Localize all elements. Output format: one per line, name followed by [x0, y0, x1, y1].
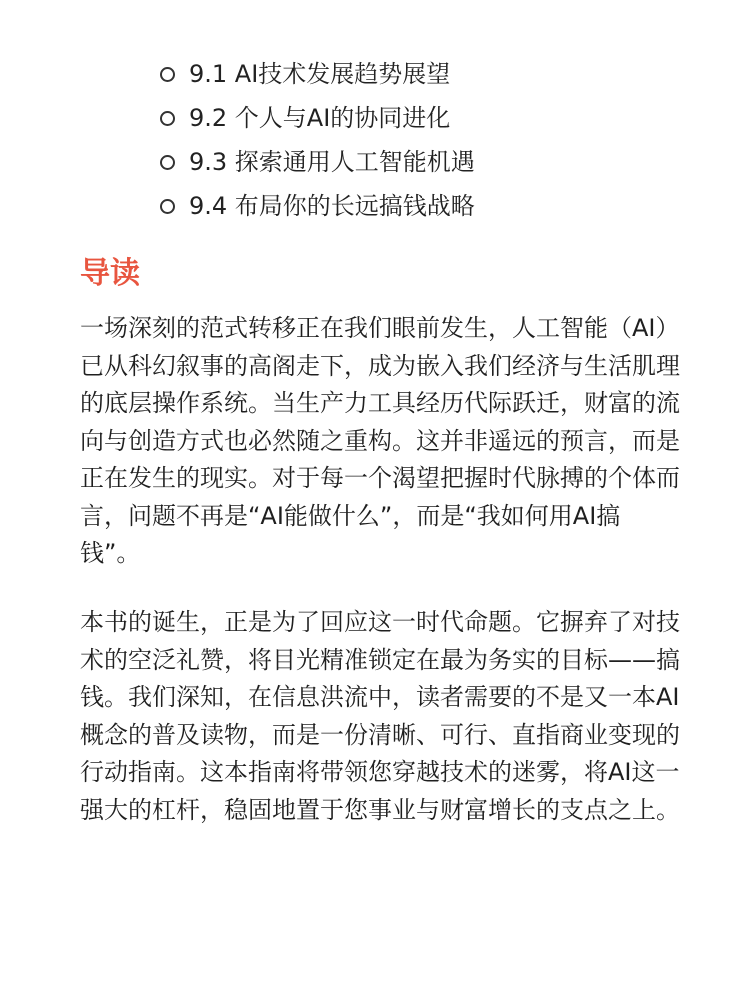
- toc-item-label: 9.4 布局你的长远搞钱战略: [189, 192, 475, 220]
- toc-item-9-2[interactable]: [160, 96, 475, 140]
- hollow-circle-bullet-icon: [160, 199, 175, 214]
- table-of-contents: [160, 52, 475, 228]
- section-heading: 导读: [80, 256, 140, 291]
- toc-item-label: 9.1 AI技术发展趋势展望: [189, 60, 451, 88]
- intro-paragraph-2: 本书的诞生，正是为了回应这一时代命题。它摒弃了对技术的空泛礼赞，将目光精准锁定在最为务实的目标——搞钱。我们深知，在信息洪流中，读者需要的不是又一本AI概念的普及读物，而是一份清晰、可行、直指商业变现的行动指南。这本指南将带领您穿越技术的迷雾，将AI这一强大的杠杆，稳固地置于您事业与财富增长的支点之上。: [80, 608, 680, 824]
- hollow-circle-bullet-icon: [160, 67, 175, 82]
- toc-item-label: 9.3 探索通用人工智能机遇: [189, 148, 475, 176]
- hollow-circle-bullet-icon: [160, 111, 175, 126]
- toc-item-label: 9.2 个人与AI的协同进化: [189, 104, 451, 132]
- toc-item-9-3[interactable]: [160, 140, 475, 184]
- toc-item-9-4[interactable]: [160, 184, 475, 228]
- intro-paragraph-1: 一场深刻的范式转移正在我们眼前发生，人工智能（AI）已从科幻叙事的高阁走下，成为嵌入我们经济与生活肌理的底层操作系统。当生产力工具经历代际跃迁，财富的流向与创造方式也必然随之重构。这并非遥远的预言，而是正在发生的现实。对于每一个渴望把握时代脉搏的个体而言，问题不再是“AI能做什么”，而是“我如何用AI搞钱”。: [80, 314, 680, 567]
- hollow-circle-bullet-icon: [160, 155, 175, 170]
- toc-item-9-1[interactable]: [160, 52, 475, 96]
